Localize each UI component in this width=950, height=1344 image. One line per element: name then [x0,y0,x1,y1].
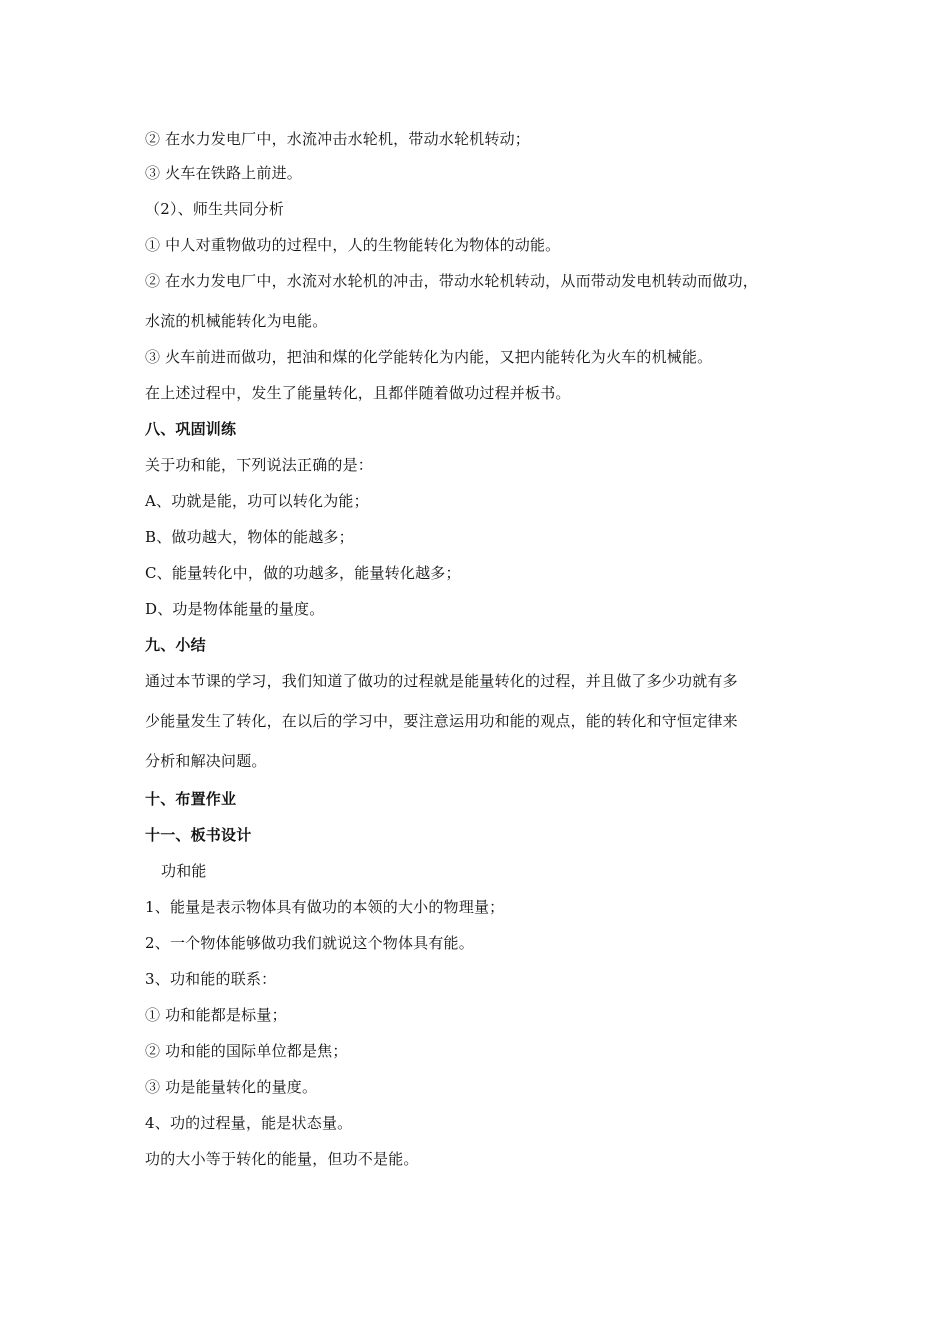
text-line: 4、功的过程量，能是状态量。 [145,1114,353,1132]
section-heading: 十一、板书设计 [145,826,252,844]
section-heading: 九、小结 [145,636,206,654]
text-line: ③ 火车在铁路上前进。 [145,164,302,182]
text-line: ② 在水力发电厂中，水流冲击水轮机，带动水轮机转动； [145,130,530,148]
section-heading: 十、布置作业 [145,790,237,808]
section-heading: 八、巩固训练 [145,420,237,438]
text-line: 功的大小等于转化的能量，但功不是能。 [145,1150,419,1168]
option-b: B、做功越大，物体的能越多； [145,528,354,546]
text-line: 关于功和能，下列说法正确的是： [145,456,374,474]
text-line: 2、一个物体能够做功我们就说这个物体具有能。 [145,934,474,952]
text-line: ② 功和能的国际单位都是焦； [145,1042,348,1060]
text-line: ② 在水力发电厂中，水流对水轮机的冲击，带动水轮机转动，从而带动发电机转动而做功， [145,272,758,290]
text-line: 通过本节课的学习，我们知道了做功的过程就是能量转化的过程，并且做了多少功就有多 [145,672,738,690]
text-line: 分析和解决问题。 [145,752,267,770]
text-line: ③ 火车前进而做功，把油和煤的化学能转化为内能，又把内能转化为火车的机械能。 [145,348,713,366]
text-line: ① 中人对重物做功的过程中，人的生物能转化为物体的动能。 [145,236,561,254]
text-line: ① 功和能都是标量； [145,1006,287,1024]
text-line: 3、功和能的联系： [145,970,277,988]
text-line: ③ 功是能量转化的量度。 [145,1078,318,1096]
text-line: 水流的机械能转化为电能。 [145,312,328,330]
option-a: A、功就是能，功可以转化为能； [145,492,369,510]
option-c: C、能量转化中，做的功越多，能量转化越多； [145,564,461,582]
text-line: 1、能量是表示物体具有做功的本领的大小的物理量； [145,898,505,916]
board-title: 功和能 [161,862,207,880]
text-line: 少能量发生了转化，在以后的学习中，要注意运用功和能的观点，能的转化和守恒定律来 [145,712,738,730]
text-line: 在上述过程中，发生了能量转化，且都伴随着做功过程并板书。 [145,384,571,402]
option-d: D、功是物体能量的量度。 [145,600,325,618]
text-line: （2）、师生共同分析 [145,200,285,218]
